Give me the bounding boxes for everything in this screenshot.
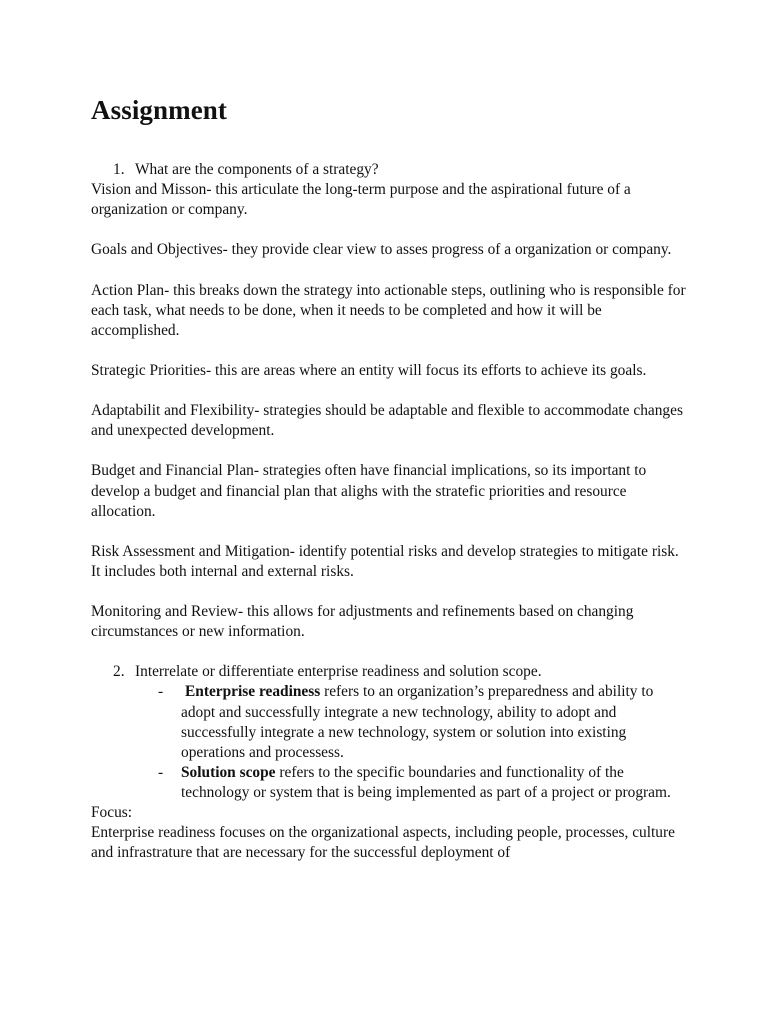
page-title: Assignment	[91, 95, 228, 125]
paragraph-priorities: Strategic Priorities- this are areas where an entity will focus its efforts to achieve its goals.	[91, 361, 647, 379]
question-number: 1.	[113, 161, 125, 178]
focus-label: Focus:	[91, 804, 133, 821]
bold-term: Solution scope	[181, 763, 276, 781]
bullet-text: refers to the specific boundaries and functionality of the technology or system that is being implemented as part of a project or program.	[181, 763, 671, 801]
question-text: What are the components of a strategy?	[135, 161, 379, 178]
dash-marker: -	[158, 763, 164, 781]
bullet-text: refers to an organization’s preparedness and ability to adopt and successfully integrate a new technology, ability to adopt and successfully integrate a new technology, system or solution into existing operations and processess.	[181, 683, 654, 761]
dash-marker: -	[158, 683, 164, 701]
paragraph-budget: Budget and Financial Plan- strategies often have financial implications, so its important to develop a budget and financial plan that alighs with the stratefic priorities and resource allocation.	[91, 462, 647, 520]
paragraph-goals: Goals and Objectives- they provide clear view to asses progress of a organization or company.	[91, 241, 672, 259]
bold-term: Enterprise readiness	[185, 683, 321, 701]
paragraph-vision: Vision and Misson- this articulate the long-term purpose and the aspirational future of a organization or company.	[91, 181, 631, 219]
document-body	[91, 92, 691, 863]
focus-paragraph: Enterprise readiness focuses on the organizational aspects, including people, processes, culture and infrastrature that are necessary for the successful deployment of	[91, 824, 675, 862]
question-2	[91, 662, 691, 682]
question-number: 2.	[113, 663, 125, 681]
list-item	[91, 763, 691, 803]
paragraph-risk: Risk Assessment and Mitigation- identify potential risks and develop strategies to mitigate risk. It includes both internal and external risks.	[91, 542, 679, 580]
paragraph-monitoring: Monitoring and Review- this allows for adjustments and refinements based on changing circumstances or new information.	[91, 603, 634, 641]
question-1	[91, 160, 691, 180]
list-item	[91, 682, 691, 762]
bullet-list	[91, 682, 691, 803]
paragraph-adaptability: Adaptabilit and Flexibility- strategies should be adaptable and flexible to accommodate changes and unexpected development.	[91, 402, 683, 440]
paragraph-action-plan: Action Plan- this breaks down the strategy into actionable steps, outlining who is responsible for each task, what needs to be done, when it needs to be completed and how it will be accomplished.	[91, 281, 686, 339]
question-text: Interrelate or differentiate enterprise readiness and solution scope.	[135, 663, 542, 681]
